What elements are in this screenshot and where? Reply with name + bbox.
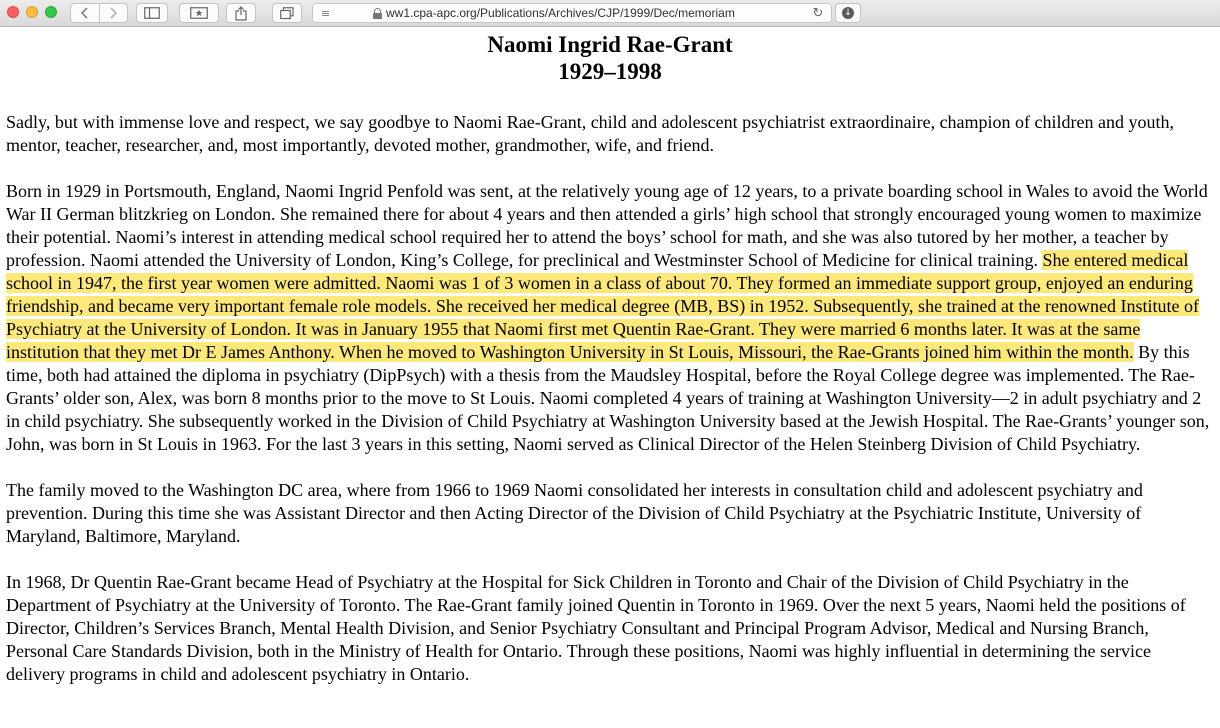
lock-icon <box>373 8 382 19</box>
tabs-overview-button[interactable] <box>272 3 302 23</box>
sidebar-icon <box>144 7 160 19</box>
share-button[interactable] <box>226 3 256 23</box>
chevron-right-icon <box>109 7 117 19</box>
chevron-left-icon <box>81 7 89 19</box>
title-years: 1929–1998 <box>558 59 662 84</box>
paragraph-2-text-after: By this time, both had attained the diploma in psychiatry (DipPsych) with a thesis from the Maudsley Hospital, before the Royal College degree was implemented. The Rae-Grants’ older son, Alex, was born 8 months prior to the move to St Louis. Naomi completed 4 years of training at Washington University—2 in adult psychiatry and 2 in child psychiatry. She subsequently worked in the Division of Child Psychiatry at Washington University based at the Jewish Hospital. The Rae-Grants’ younger son, John, was born in St Louis in 1963. For the last 3 years in this setting, Naomi served as Clinical Director of the Helen Steinberg Division of Child Psychiatry. <box>6 342 1210 454</box>
title-name: Naomi Ingrid Rae-Grant <box>487 32 733 57</box>
address-bar[interactable] <box>312 3 832 23</box>
download-icon: ↓ <box>842 7 854 19</box>
history-nav-group <box>70 3 128 23</box>
reload-icon[interactable]: ↻ <box>812 5 824 21</box>
paragraph-3: The family moved to the Washington DC area, where from 1966 to 1969 Naomi consolidated her interests in consultation child and adolescent psychiatry and prevention. During this time she was Assistant Director and then Acting Director of the Division of Child Psychiatry at the Psychiatric Institute, University of Maryland, Baltimore, Maryland. <box>6 480 1143 546</box>
paragraph-1: Sadly, but with immense love and respect, we say goodbye to Naomi Rae-Grant, child and adolescent psychiatrist extraordinaire, champion of children and youth, mentor, teacher, researcher, and, most importantly, devoted mother, grandmother, wife, and friend. <box>6 112 1175 155</box>
zoom-window-button[interactable] <box>45 6 57 18</box>
paragraph-4: In 1968, Dr Quentin Rae-Grant became Head of Psychiatry at the Hospital for Sick Children in Toronto and Chair of the Division of Child Psychiatry in the Department of Psychiatry at the University of Toronto. The Rae-Grant family joined Quentin in Toronto in 1969. Over the next 5 years, Naomi held the positions of Director, Children’s Services Branch, Mental Health Division, and Senior Psychiatry Consultant and Principal Program Advisor, Medical and Nursing Branch, Personal Care Standards Division, both in the Ministry of Health for Ontario. Through these positions, Naomi was highly influential in determining the service delivery programs in child and adolescent psychiatry in Ontario. <box>6 572 1186 684</box>
tabs-icon <box>280 7 294 20</box>
downloads-button[interactable] <box>835 3 861 23</box>
close-window-button[interactable] <box>7 6 19 18</box>
reader-lines-icon[interactable]: ≡ <box>321 6 331 20</box>
forward-button[interactable] <box>99 4 128 22</box>
highlighted-selection: She entered medical school in 1947, the first year women were admitted. Naomi was 1 of 3 women in a class of about 70. They formed an immediate support group, enjoyed an enduring friendship, and became very important female role models. She received her medical degree (MB, BS) in 1952. Subsequently, she trained at the renowned Institute of Psychiatry at the University of London. It was in January 1955 that Naomi first met Quentin Rae-Grant. They were married 6 months later. It was at the same institution that they met Dr E James Anthony. When he moved to Washington University in St Louis, Missouri, the Rae-Grants joined him within the month. <box>6 250 1199 362</box>
paragraph-2 <box>6 180 1214 456</box>
paragraph-2-text: Born in 1929 in Portsmouth, England, Naomi Ingrid Penfold was sent, at the relatively young age of 12 years, to a private boarding school in Wales to avoid the World War II German blitzkrieg on London. She remained there for about 4 years and then attended a girls’ high school that strongly encouraged young women to maximize their potential. Naomi’s interest in attending medical school required her to attend the boys’ school for math, and she was also tutored by her mother, a teacher by profession. Naomi attended the University of London, King’s College, for preclinical and Westminster School of Medicine for clinical training. <box>6 181 1208 270</box>
share-icon <box>235 6 247 21</box>
bookmark-star-icon <box>190 7 208 19</box>
bookmarks-button[interactable] <box>179 3 219 23</box>
url-text: ww1.cpa-apc.org/Publications/Archives/CJP/1999/Dec/memoriam <box>386 6 735 20</box>
back-button[interactable] <box>71 4 99 22</box>
article-title <box>6 31 1214 85</box>
article <box>0 27 1220 686</box>
window-controls <box>7 6 57 18</box>
browser-toolbar <box>0 0 1220 27</box>
sidebar-button[interactable] <box>136 3 168 23</box>
minimize-window-button[interactable] <box>26 6 38 18</box>
